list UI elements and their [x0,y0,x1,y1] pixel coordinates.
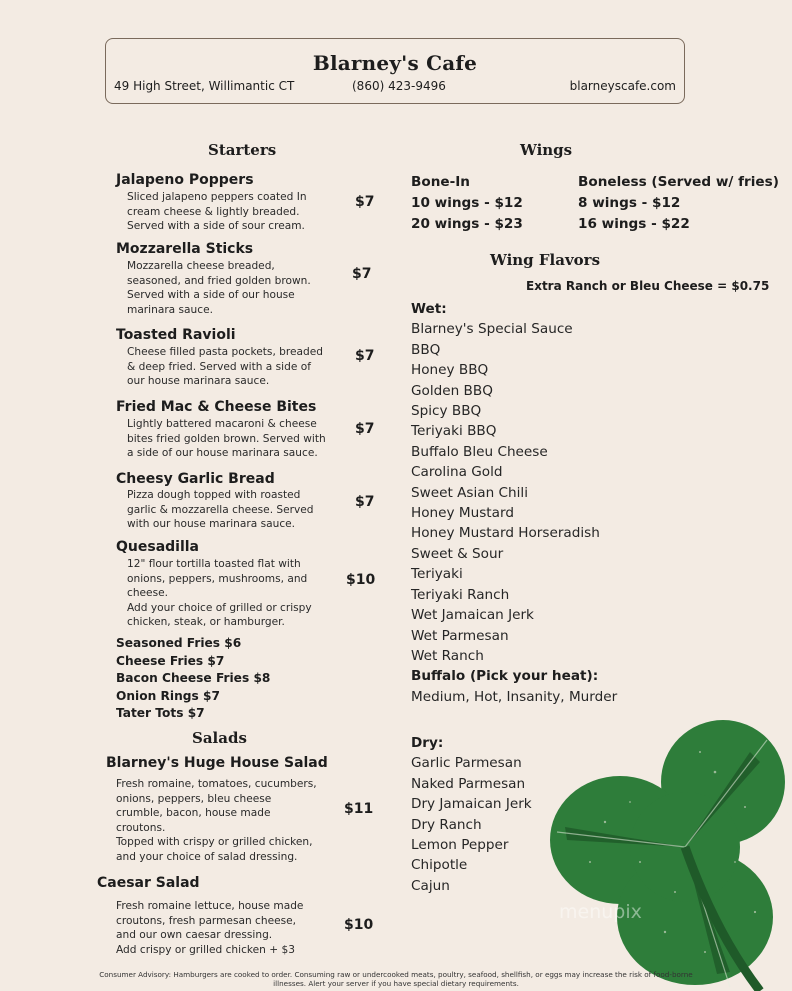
starter-price: $7 [355,348,375,364]
starter-name: Cheesy Garlic Bread [116,471,275,487]
flavor-item: Sweet & Sour [411,545,504,562]
flavor-item: Garlic Parmesan [411,755,522,772]
website: blarneyscafe.com [569,79,676,93]
starter-name: Toasted Ravioli [116,327,236,343]
starter-name: Mozzarella Sticks [116,241,254,257]
phone: (860) 423-9496 [352,79,446,93]
watermark: menupix [559,901,642,923]
flavor-item: Lemon Pepper [411,837,509,854]
starter-desc: Pizza dough topped with roasted garlic & mozzarella cheese. Served with our house marinara sauce. [127,489,314,530]
wing-flavors-heading: Wing Flavors [490,251,601,269]
side-item: Cheese Fries $7 [116,653,225,668]
flavor-item: Spicy BBQ [411,403,482,420]
flavor-item: Dry Jamaican Jerk [411,796,532,813]
wet-label: Wet: [411,301,447,317]
flavor-item: Naked Parmesan [411,775,526,792]
flavor-item: Honey BBQ [411,362,489,379]
starter-price: $7 [352,266,372,282]
salads-heading: Salads [192,729,247,747]
flavor-item: Honey Mustard [411,505,514,522]
starter-desc: Mozzarella cheese breaded, seasoned, and fried golden brown. Served with a side of our house marinara sauce. [127,260,311,316]
flavor-item: Blarney's Special Sauce [411,321,573,338]
starter-price: $7 [355,494,375,510]
flavor-item: Teriyaki BBQ [411,423,497,440]
flavor-item: Wet Jamaican Jerk [411,607,534,624]
salad-price: $10 [344,917,374,933]
flavor-item: Wet Ranch [411,647,484,664]
bone-in-group: Bone-In 10 wings - $12 20 wings - $23 [411,174,523,232]
header-box [105,38,685,104]
flavor-item: Carolina Gold [411,464,503,481]
extra-dressing-note: Extra Ranch or Bleu Cheese = $0.75 [526,279,770,293]
side-item: Bacon Cheese Fries $8 [116,671,271,685]
starter-name: Quesadilla [116,539,200,555]
flavor-item: Dry Ranch [411,816,482,833]
salad-desc: Fresh romaine lettuce, house made croutons, fresh parmesan cheese, and our own caesar dressing. Add crispy or grilled chicken + $3 [116,900,304,956]
bone-in-label: Bone-In [411,174,470,190]
dry-flavors-list [411,733,532,896]
consumer-advisory: Consumer Advisory: Hamburgers are cooked to order. Consuming raw or undercooked meats, poultry, seafood, shellfish, or eggs may increase the risk of food-borne illnesses. Alert your server if you have special dietary requirements. [99,970,693,988]
side-item: Seasoned Fries $6 [116,636,242,650]
starter-name: Jalapeno Poppers [116,172,254,188]
flavor-item: Wet Parmesan [411,627,509,644]
flavor-item: Chipotle [411,857,468,874]
boneless-label: Boneless (Served w/ fries) [578,174,779,190]
flavor-item: Teriyaki [411,566,463,583]
flavor-item: Cajun [411,877,450,894]
flavor-item: Sweet Asian Chili [411,484,528,501]
flavor-item: Teriyaki Ranch [411,586,510,603]
salad-name: Blarney's Huge House Salad [106,755,328,771]
starter-price: $10 [346,572,376,588]
boneless-group: Boneless (Served w/ fries) 8 wings - $12 16 wings - $22 [578,174,779,232]
flavor-item: Golden BBQ [411,382,493,399]
flavor-item: Buffalo Bleu Cheese [411,443,548,460]
address: 49 High Street, Willimantic CT [114,79,295,93]
flavor-item: BBQ [411,341,441,358]
starter-price: $7 [355,421,375,437]
starter-desc: Lightly battered macaroni & cheese bites fried golden brown. Served with a side of our house marinara sauce. [127,418,326,459]
side-item: Onion Rings $7 [116,688,220,703]
salad-price: $11 [344,801,374,817]
starter-price: $7 [355,194,375,210]
wet-flavors-list [411,299,617,707]
buffalo-label: Buffalo (Pick your heat): [411,668,599,685]
flavor-item: Honey Mustard Horseradish [411,525,600,542]
starter-desc: 12" flour tortilla toasted flat with onions, peppers, mushrooms, and cheese. Add your choice of grilled or crispy chicken, steak, or hamburger. [127,558,312,628]
starter-desc: Cheese filled pasta pockets, breaded & deep fried. Served with a side of our house marinara sauce. [127,346,324,387]
buffalo-heats: Medium, Hot, Insanity, Murder [411,688,618,705]
wings-heading: Wings [520,141,573,159]
sides-list [116,635,270,723]
salad-desc: Fresh romaine, tomatoes, cucumbers, onions, peppers, bleu cheese crumble, bacon, house made croutons. Topped with crispy or grilled chicken, and your choice of salad dressing. [116,778,317,863]
cafe-title: Blarney's Cafe [312,51,478,75]
side-item: Tater Tots $7 [116,706,205,720]
shamrock-icon [545,712,792,991]
salad-name: Caesar Salad [97,875,200,891]
starters-heading: Starters [208,141,277,159]
dry-label: Dry: [411,735,444,751]
starter-desc: Sliced jalapeno peppers coated In cream cheese & lightly breaded. Served with a side of sour cream. [127,191,307,232]
starter-name: Fried Mac & Cheese Bites [116,399,317,415]
